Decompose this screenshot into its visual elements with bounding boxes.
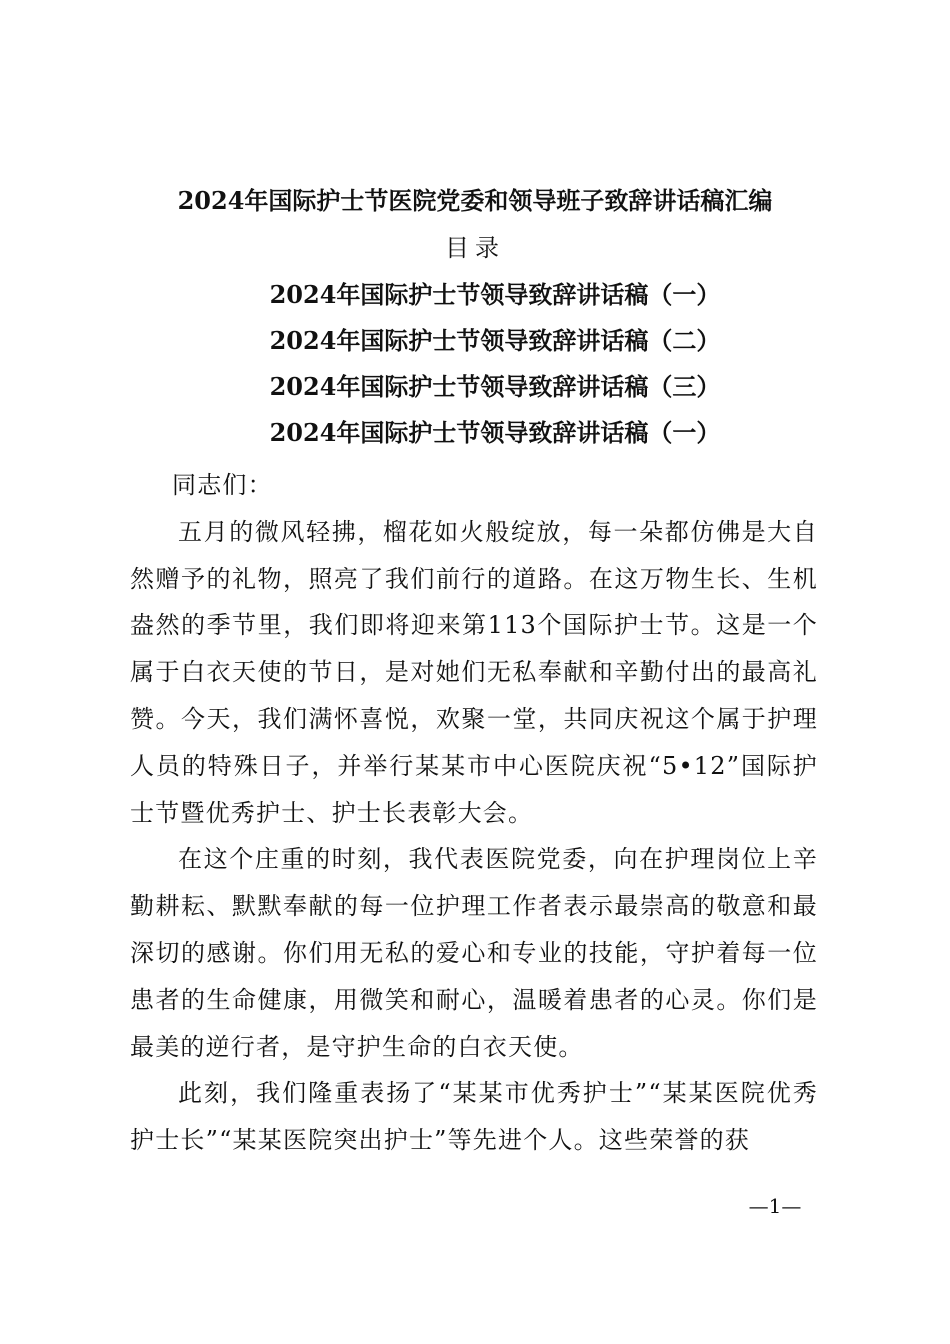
toc-heading: 目录	[445, 234, 505, 262]
section-title: 2024年国际护士节领导致辞讲话稿（一）	[269, 418, 721, 447]
page-number: —1—	[748, 1194, 802, 1218]
paragraph-2: 在这个庄重的时刻，我代表医院党委，向在护理岗位上辛勤耕耘、默默奉献的每一位护理工作者表示最崇高的敬意和最深切的感谢。你们用无私的爱心和专业的技能，守护着每一位患者的生命健康，用微笑和耐心，温暖着患者的心灵。你们是最美的逆行者，是守护生命的白衣天使。	[130, 845, 818, 1061]
body-text	[130, 462, 818, 1164]
toc-item-1: 2024年国际护士节领导致辞讲话稿（一）	[269, 280, 721, 309]
toc-item-3: 2024年国际护士节领导致辞讲话稿（三）	[269, 372, 721, 401]
salutation: 同志们：	[172, 471, 273, 499]
paragraph-1: 五月的微风轻拂，榴花如火般绽放，每一朵都仿佛是大自然赠予的礼物，照亮了我们前行的道路。在这万物生长、生机盎然的季节里，我们即将迎来第113个国际护士节。这是一个属于白衣天使的节日，是对她们无私奉献和辛勤付出的最高礼赞。今天，我们满怀喜悦，欢聚一堂，共同庆祝这个属于护理人员的特殊日子，并举行某某市中心医院庆祝“5•12”国际护士节暨优秀护士、护士长表彰大会。	[130, 517, 818, 827]
document-title: 2024年国际护士节医院党委和领导班子致辞讲话稿汇编	[177, 186, 773, 215]
paragraph-3: 此刻，我们隆重表扬了“某某市优秀护士”“某某医院优秀护士长”“某某医院突出护士”等先进个人。这些荣誉的获	[130, 1079, 818, 1155]
toc-item-2: 2024年国际护士节领导致辞讲话稿（二）	[269, 326, 721, 355]
